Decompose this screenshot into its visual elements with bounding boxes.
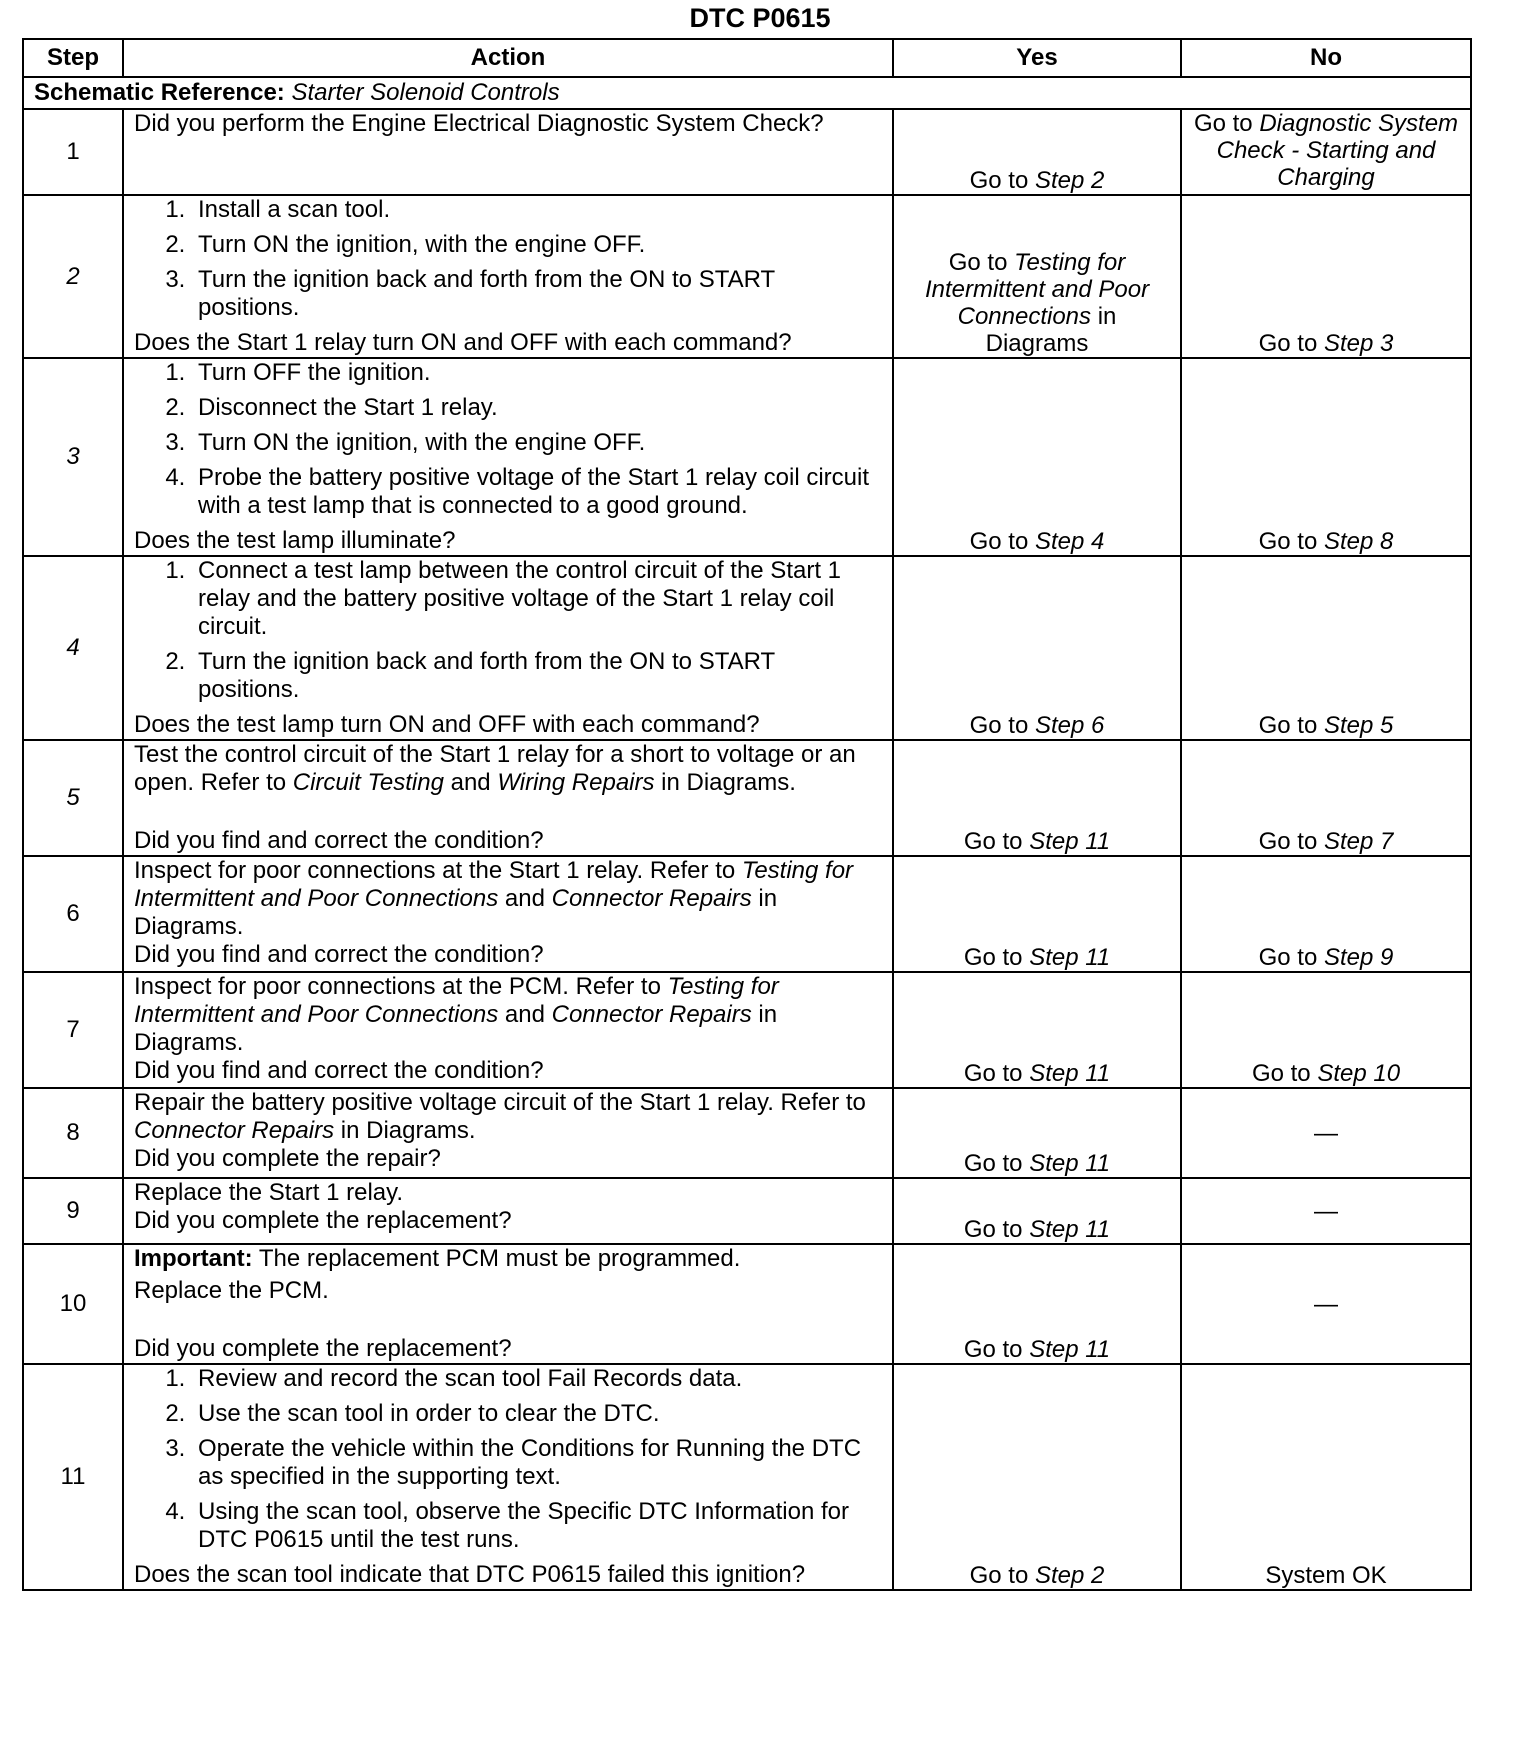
action-text — [134, 741, 882, 797]
list-item: 3. Operate the vehicle within the Conditions for Running the DTC as specified in the supporting text. — [192, 1435, 882, 1491]
table-row — [23, 358, 1471, 556]
table-header-row — [23, 39, 1471, 77]
action-cell — [123, 1088, 893, 1178]
action-text-a: Inspect for poor connections at the Start 1 relay. Refer to — [134, 857, 742, 884]
table-row — [23, 1088, 1471, 1178]
reference-wiring-repairs: Wiring Repairs — [497, 769, 655, 796]
table-row — [23, 109, 1471, 195]
yes-prefix: Go to — [969, 167, 1035, 194]
table-row — [23, 856, 1471, 972]
no-reference: Step 7 — [1323, 828, 1394, 855]
action-list — [134, 557, 882, 704]
step-number-text: 3 — [66, 443, 80, 470]
yes-cell — [893, 740, 1181, 856]
spacer — [134, 797, 882, 827]
action-question: Did you complete the replacement? — [134, 1207, 512, 1234]
yes-prefix: Go to — [948, 249, 1015, 276]
schematic-value: Starter Solenoid Controls — [291, 79, 560, 106]
yes-reference: Step 2 — [1034, 167, 1105, 194]
important-label: Important: — [134, 1245, 253, 1272]
table-row — [23, 1178, 1471, 1244]
reference-connector-repairs: Connector Repairs — [551, 885, 752, 912]
no-prefix: Go to — [1193, 110, 1260, 137]
header-yes: Yes — [893, 39, 1181, 77]
action-cell — [123, 556, 893, 740]
yes-prefix: Go to — [969, 528, 1035, 555]
no-prefix: Go to — [1258, 712, 1324, 739]
yes-prefix: Go to — [969, 712, 1035, 739]
action-text — [134, 1089, 882, 1145]
schematic-label: Schematic Reference: — [34, 79, 285, 106]
action-text-b: and — [498, 1001, 552, 1028]
header-no: No — [1181, 39, 1471, 77]
no-cell — [1181, 358, 1471, 556]
action-question: Did you find and correct the condition? — [134, 827, 544, 854]
no-reference: Step 5 — [1323, 712, 1394, 739]
action-question: Did you perform the Engine Electrical Diagnostic System Check? — [134, 110, 824, 137]
action-question: Did you find and correct the condition? — [134, 1057, 544, 1084]
list-item: 3. Turn ON the ignition, with the engine OFF. — [192, 429, 882, 457]
important-note — [134, 1245, 882, 1273]
action-cell — [123, 1244, 893, 1364]
action-text-c: in Diagrams. — [654, 769, 796, 796]
yes-cell — [893, 1088, 1181, 1178]
header-action: Action — [123, 39, 893, 77]
yes-prefix: Go to — [963, 1060, 1030, 1087]
action-question: Did you complete the repair? — [134, 1145, 441, 1172]
action-text-a: Inspect for poor connections at the PCM. Refer to — [134, 973, 668, 1000]
list-item: 1. Review and record the scan tool Fail Records data. — [192, 1365, 882, 1393]
yes-reference: Step 2 — [1034, 1562, 1105, 1589]
yes-reference: Step 11 — [1029, 1336, 1111, 1363]
yes-prefix: Go to — [963, 1150, 1030, 1177]
reference-connector-repairs: Connector Repairs — [134, 1117, 335, 1144]
schematic-reference — [23, 77, 1471, 109]
yes-suffix: in Diagrams — [985, 303, 1117, 357]
step-number: 7 — [23, 972, 123, 1088]
no-prefix: Go to — [1251, 1060, 1318, 1087]
list-item: 1. Turn OFF the ignition. — [192, 359, 882, 387]
step-number — [23, 556, 123, 740]
list-item: 2. Turn the ignition back and forth from the ON to START positions. — [192, 648, 882, 704]
no-cell: — — [1181, 1244, 1471, 1364]
no-cell — [1181, 195, 1471, 358]
table-row — [23, 740, 1471, 856]
list-item: 1. Connect a test lamp between the control circuit of the Start 1 relay and the battery positive voltage of the Start 1 relay coil circuit. — [192, 557, 882, 641]
action-question: Does the scan tool indicate that DTC P0615 failed this ignition? — [134, 1561, 806, 1588]
no-cell: — — [1181, 1178, 1471, 1244]
action-cell — [123, 195, 893, 358]
no-prefix: Go to — [1258, 828, 1324, 855]
action-list — [134, 196, 882, 322]
schematic-row — [23, 77, 1471, 109]
action-text-b: in Diagrams. — [334, 1117, 476, 1144]
action-cell — [123, 109, 893, 195]
yes-prefix: Go to — [963, 1336, 1030, 1363]
important-text: The replacement PCM must be programmed. — [252, 1245, 741, 1272]
action-text-a: Test the control circuit of the Start 1 relay for a short to voltage or an open. Refer to — [134, 741, 856, 796]
action-text: Replace the Start 1 relay. — [134, 1179, 404, 1206]
yes-cell — [893, 556, 1181, 740]
step-number: 8 — [23, 1088, 123, 1178]
no-cell — [1181, 556, 1471, 740]
no-reference: Step 9 — [1323, 944, 1394, 971]
yes-cell — [893, 358, 1181, 556]
header-step: Step — [23, 39, 123, 77]
yes-reference: Testing for Intermittent and Poor Connections — [924, 249, 1150, 330]
action-cell — [123, 856, 893, 972]
yes-prefix: Go to — [963, 828, 1030, 855]
yes-prefix: Go to — [963, 1216, 1030, 1243]
step-number — [23, 195, 123, 358]
step-number: 9 — [23, 1178, 123, 1244]
list-item: 3. Turn the ignition back and forth from the ON to START positions. — [192, 266, 882, 322]
action-text-b: and — [498, 885, 552, 912]
reference-testing-intermittent: Testing for Intermittent and Poor Connections — [134, 973, 779, 1028]
no-reference: Step 10 — [1317, 1060, 1401, 1087]
action-list — [134, 359, 882, 520]
action-cell — [123, 972, 893, 1088]
step-number: 1 — [23, 109, 123, 195]
table-row — [23, 1364, 1471, 1590]
no-cell: — — [1181, 1088, 1471, 1178]
action-text — [134, 973, 882, 1057]
yes-reference: Step 11 — [1029, 944, 1111, 971]
yes-cell — [893, 972, 1181, 1088]
yes-cell — [893, 109, 1181, 195]
step-number: 11 — [23, 1364, 123, 1590]
no-reference: Diagnostic System Check - Starting and Charging — [1216, 110, 1459, 191]
no-reference: Step 8 — [1323, 528, 1394, 555]
yes-prefix: Go to — [969, 1562, 1035, 1589]
action-question: Did you complete the replacement? — [134, 1335, 512, 1362]
yes-cell — [893, 1244, 1181, 1364]
action-text-c: in Diagrams. — [134, 1001, 778, 1056]
step-number-text: 5 — [66, 784, 80, 811]
action-text: Replace the PCM. — [134, 1277, 329, 1304]
no-cell — [1181, 972, 1471, 1088]
table-row — [23, 195, 1471, 358]
no-cell — [1181, 109, 1471, 195]
no-prefix: Go to — [1258, 944, 1324, 971]
step-number-text: 4 — [66, 634, 80, 661]
action-text-b: and — [443, 769, 498, 796]
step-number: 6 — [23, 856, 123, 972]
list-item: 4. Probe the battery positive voltage of the Start 1 relay coil circuit with a test lamp that is connected to a good ground. — [192, 464, 882, 520]
action-text-a: Repair the battery positive voltage circuit of the Start 1 relay. Refer to — [134, 1089, 866, 1116]
action-cell — [123, 1364, 893, 1590]
no-prefix: Go to — [1258, 528, 1324, 555]
reference-connector-repairs: Connector Repairs — [551, 1001, 752, 1028]
action-list — [134, 1365, 882, 1554]
no-prefix: Go to — [1258, 330, 1324, 357]
step-number: 10 — [23, 1244, 123, 1364]
reference-testing-intermittent: Testing for Intermittent and Poor Connections — [134, 857, 854, 912]
yes-cell — [893, 1178, 1181, 1244]
action-text — [134, 857, 882, 941]
yes-reference: Step 11 — [1029, 828, 1111, 855]
action-question: Does the test lamp illuminate? — [134, 527, 456, 554]
table-row — [23, 1244, 1471, 1364]
no-cell — [1181, 740, 1471, 856]
no-cell — [1181, 856, 1471, 972]
yes-cell — [893, 195, 1181, 358]
no-cell: System OK — [1181, 1364, 1471, 1590]
yes-cell — [893, 856, 1181, 972]
list-item: 2. Use the scan tool in order to clear the DTC. — [192, 1400, 882, 1428]
step-number — [23, 740, 123, 856]
yes-reference: Step 11 — [1029, 1060, 1111, 1087]
action-text-c: in Diagrams. — [134, 885, 778, 940]
yes-reference: Step 11 — [1029, 1150, 1111, 1177]
spacer — [134, 1305, 882, 1335]
list-item: 2. Turn ON the ignition, with the engine OFF. — [192, 231, 882, 259]
action-cell — [123, 1178, 893, 1244]
page-title: DTC P0615 — [689, 3, 831, 33]
list-item: 4. Using the scan tool, observe the Specific DTC Information for DTC P0615 until the test runs. — [192, 1498, 882, 1554]
step-number — [23, 358, 123, 556]
action-cell — [123, 358, 893, 556]
list-item: 1. Install a scan tool. — [192, 196, 882, 224]
action-question: Did you find and correct the condition? — [134, 941, 544, 968]
dtc-table — [22, 38, 1472, 1591]
list-item: 2. Disconnect the Start 1 relay. — [192, 394, 882, 422]
yes-reference: Step 4 — [1034, 528, 1105, 555]
step-number-text: 2 — [66, 262, 80, 290]
action-question: Does the Start 1 relay turn ON and OFF with each command? — [134, 329, 792, 356]
no-reference: Step 3 — [1323, 330, 1394, 357]
yes-reference: Step 6 — [1034, 712, 1105, 739]
action-cell — [123, 740, 893, 856]
action-question: Does the test lamp turn ON and OFF with each command? — [134, 711, 760, 738]
yes-reference: Step 11 — [1029, 1216, 1111, 1243]
yes-prefix: Go to — [963, 944, 1030, 971]
reference-circuit-testing: Circuit Testing — [292, 769, 444, 796]
yes-cell — [893, 1364, 1181, 1590]
table-row — [23, 556, 1471, 740]
table-row — [23, 972, 1471, 1088]
